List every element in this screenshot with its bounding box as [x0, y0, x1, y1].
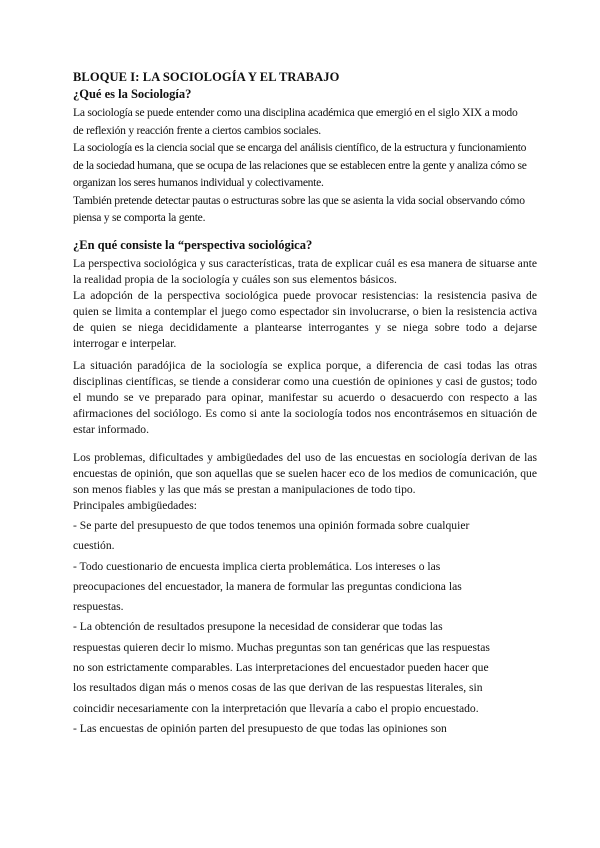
paragraph: La sociología es la ciencia social que se encarga del análisis científico, de la estructura y funcionamiento de la sociedad humana, que se ocupa de las relaciones que se establecen entre la gente y analiza cómo se organizan los seres humanos individual y colectivamente.	[73, 141, 527, 189]
paragraph: La adopción de la perspectiva sociológica puede provocar resistencias: la resistencia pasiva de quien se limita a contemplar el juego como espectador sin involucrarse, o bien la resistencia activa de quien se niega decididamente a plantearse interrogantes y se niega sobre todo a dejarse interrogar e interpelar.	[73, 289, 537, 350]
list-item: - Todo cuestionario de encuesta implica cierta problemática. Los intereses o las preocupaciones del encuestador, la manera de formular las preguntas condiciona las respuestas.	[73, 559, 462, 614]
section-heading-sociological-perspective: ¿En qué consiste la “perspectiva sociológica?	[73, 238, 313, 252]
list-item: - Se parte del presupuesto de que todos tenemos una opinión formada sobre cualquier cuestión.	[73, 519, 470, 553]
section-heading-what-is-sociology: ¿Qué es la Sociología?	[73, 87, 192, 101]
paragraph: Principales ambigüedades:	[73, 499, 197, 512]
list-item: - La obtención de resultados presupone la necesidad de considerar que todas las respuestas quieren decir lo mismo. Muchas preguntas son tan genéricas que las respuestas no son estrictamente comparables. Las interpretaciones del encuestador pueden hacer que los resultados digan más o menos cosas de las que derivan de las respuestas literales, sin coincidir necesariamente con la interpretación que llevaría a cabo el propio encuestado.	[73, 620, 490, 715]
paragraph: Los problemas, dificultades y ambigüedades del uso de las encuestas en sociología derivan de las encuestas de opinión, que son aquellas que se suelen hacer eco de los medios de comunicación, que son menos fiables y las que más se prestan a manipulaciones de todo tipo.	[73, 451, 537, 496]
paragraph: También pretende detectar pautas o estructuras sobre las que se asienta la vida social observando cómo piensa y se comporta la gente.	[73, 193, 525, 224]
paragraph: La sociología se puede entender como una disciplina académica que emergió en el siglo XIX a modo de reflexión y reacción frente a ciertos cambios sociales.	[73, 106, 518, 137]
section-2-body-cont	[73, 450, 537, 514]
ambiguities-list	[73, 516, 493, 739]
paragraph: La situación paradójica de la sociología se explica porque, a diferencia de casi todas las otras disciplinas científicas, se tiende a considerar como una cuestión de opiniones y casi de gustos; todo el mundo se ve preparado para opinar, manifestar su acuerdo o desacuerdo con respecto a las afirmaciones del sociólogo. Es como si ante la sociología todos nos encontrásemos en situación de estar informado.	[73, 359, 537, 436]
section-2-body-cont	[73, 358, 537, 438]
section-2-body	[73, 256, 537, 352]
list-item: - Las encuestas de opinión parten del presupuesto de que todas las opiniones son	[73, 721, 447, 735]
section-1-body	[73, 104, 529, 227]
document-title: BLOQUE I: LA SOCIOLOGÍA Y EL TRABAJO	[73, 70, 340, 84]
paragraph: La perspectiva sociológica y sus características, trata de explicar cuál es esa manera de situarse ante la realidad propia de la sociología y cuáles son sus elementos básicos.	[73, 257, 537, 286]
